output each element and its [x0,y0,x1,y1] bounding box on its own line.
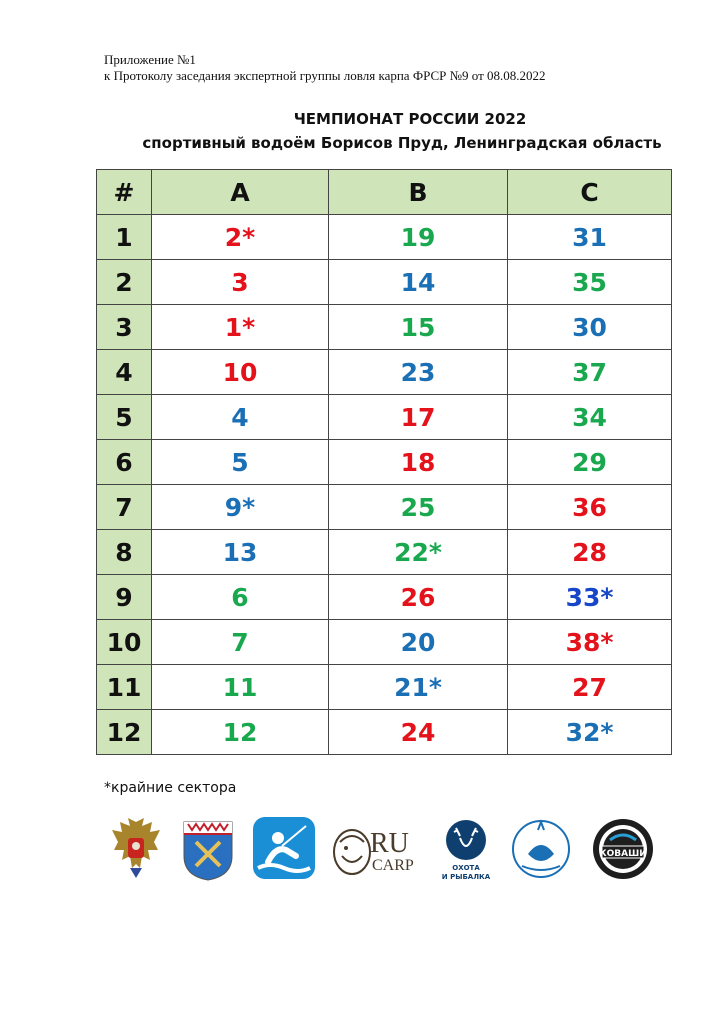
header-cell-b: B [329,170,508,215]
sector-b-cell: 24 [329,710,508,755]
table-header-row [97,170,672,215]
sector-a-cell: 1* [152,305,329,350]
sector-b-cell: 20 [329,620,508,665]
row-number: 4 [97,350,152,395]
sector-a-cell: 10 [152,350,329,395]
sector-a-cell: 3 [152,260,329,305]
sector-a-cell: 4 [152,395,329,440]
table-row [97,350,672,395]
sector-b-cell: 18 [329,440,508,485]
sector-b-cell: 21* [329,665,508,710]
appendix-header [104,52,546,84]
table-row [97,440,672,485]
row-number: 7 [97,485,152,530]
row-number: 8 [97,530,152,575]
hunting-fishing-logo [438,816,494,882]
header-cell-num: # [97,170,152,215]
table-row [97,485,672,530]
russia-coat-of-arms-icon [108,816,164,882]
sector-a-cell: 12 [152,710,329,755]
sector-c-cell: 31 [508,215,672,260]
sector-c-cell: 27 [508,665,672,710]
table-row [97,305,672,350]
kovashi-logo [590,816,656,882]
table-row [97,395,672,440]
sector-a-cell: 6 [152,575,329,620]
row-number: 9 [97,575,152,620]
sector-a-cell: 2* [152,215,329,260]
table-row [97,260,672,305]
sector-a-cell: 13 [152,530,329,575]
sector-c-cell: 32* [508,710,672,755]
sector-b-cell: 15 [329,305,508,350]
table-row [97,665,672,710]
sector-c-cell: 30 [508,305,672,350]
table-row [97,575,672,620]
sector-c-cell: 37 [508,350,672,395]
appendix-line-1: Приложение №1 [104,52,196,67]
sponsor-logos [104,816,664,888]
sector-c-cell: 28 [508,530,672,575]
table-row [97,530,672,575]
rucarp-text-carp: CARP [372,857,414,874]
sector-c-cell: 29 [508,440,672,485]
sector-c-cell: 33* [508,575,672,620]
sector-c-cell: 36 [508,485,672,530]
hunting-line-1: ОХОТА [452,864,480,872]
sector-c-cell: 34 [508,395,672,440]
row-number: 5 [97,395,152,440]
row-number: 6 [97,440,152,485]
sector-a-cell: 9* [152,485,329,530]
sector-c-cell: 38* [508,620,672,665]
leningrad-carp-club-logo [508,816,574,882]
angler-icon [252,816,316,880]
sector-b-cell: 26 [329,575,508,620]
sector-b-cell: 17 [329,395,508,440]
table-row [97,710,672,755]
sector-b-cell: 19 [329,215,508,260]
hunting-line-2: И РЫБАЛКА [441,873,491,881]
footnote: *крайние сектора [104,780,237,796]
row-number: 2 [97,260,152,305]
leningrad-oblast-coat-of-arms-icon [180,816,236,882]
championship-title: ЧЕМПИОНАТ РОССИИ 2022 [293,110,527,128]
rucarp-logo [330,816,422,882]
sector-c-cell: 35 [508,260,672,305]
table-row [97,215,672,260]
header-cell-c: C [508,170,672,215]
sector-draw-table [96,169,672,755]
sector-b-cell: 14 [329,260,508,305]
table-row [97,620,672,665]
row-number: 3 [97,305,152,350]
appendix-line-2: к Протоколу заседания экспертной группы ловля карпа ФРСР №9 от 08.08.2022 [104,68,546,83]
row-number: 10 [97,620,152,665]
row-number: 11 [97,665,152,710]
rucarp-text-ru: RU [370,828,409,859]
sector-b-cell: 23 [329,350,508,395]
sector-b-cell: 22* [329,530,508,575]
row-number: 12 [97,710,152,755]
header-cell-a: A [152,170,329,215]
sector-a-cell: 11 [152,665,329,710]
kovashi-text: КОВАШИ [599,849,647,859]
row-number: 1 [97,215,152,260]
sector-a-cell: 7 [152,620,329,665]
sector-b-cell: 25 [329,485,508,530]
sector-a-cell: 5 [152,440,329,485]
venue-subtitle: спортивный водоём Борисов Пруд, Ленинградская область [142,134,662,152]
